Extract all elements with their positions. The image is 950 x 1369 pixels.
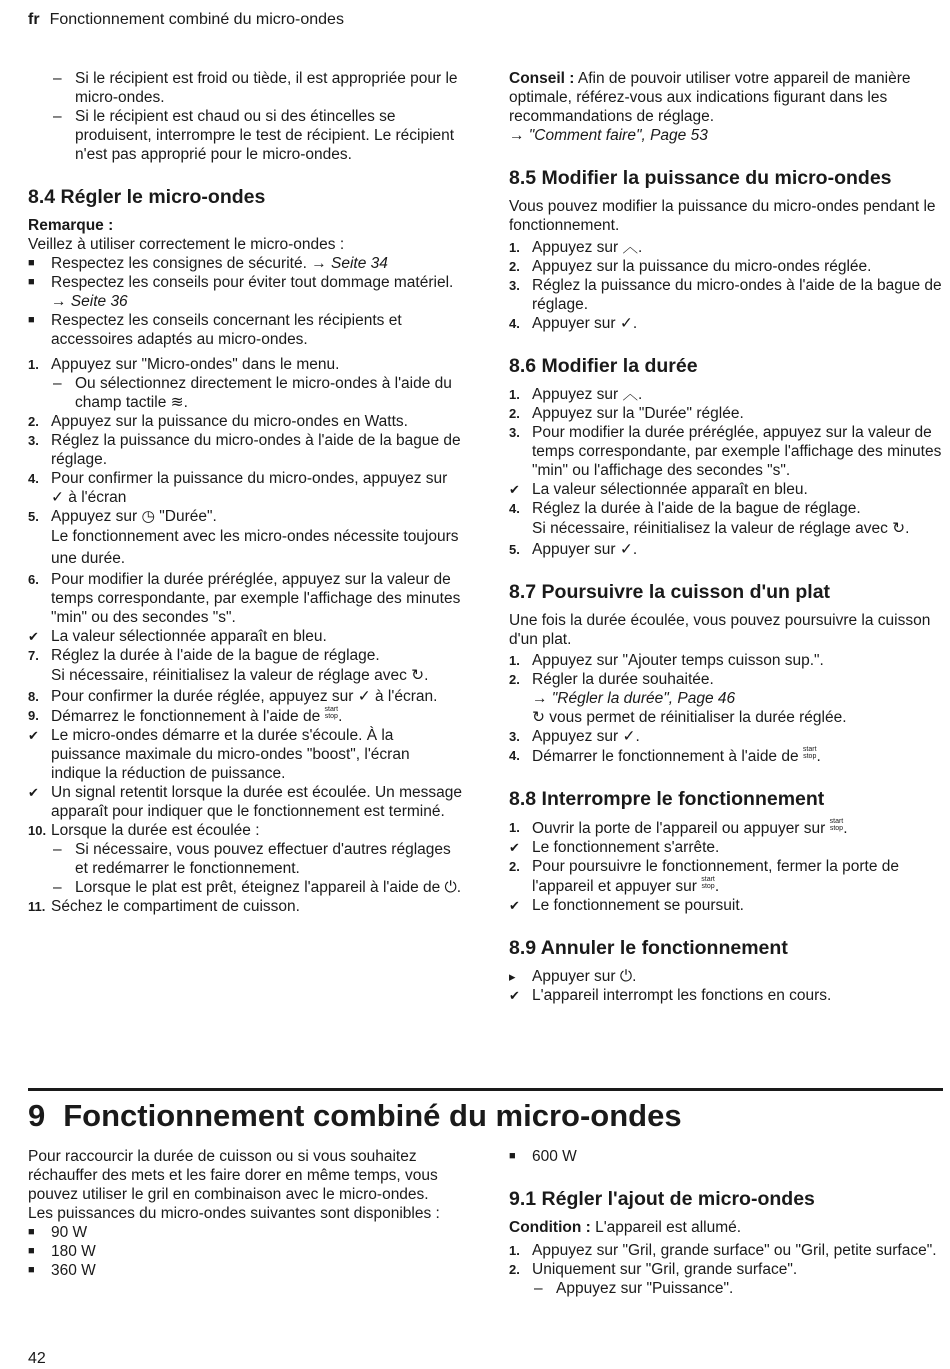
start-stop-icon: start stop [829, 818, 844, 832]
chapter-title-text: Fonctionnement combiné du micro-ondes [63, 1098, 682, 1133]
start-stop-icon: start stop [802, 746, 817, 760]
step-1: 1. Appuyez sur "Micro-ondes" dans le menu. [28, 356, 340, 373]
result-item: ✔ Le fonctionnement se poursuit. [509, 897, 744, 914]
section-title-8-6: 8.6 Modifier la durée [509, 355, 698, 377]
list-item: – Lorsque le plat est prêt, éteignez l'appareil à l'aide de ⏻. [53, 879, 462, 896]
remark-text: Veillez à utiliser correctement le micro-ondes : [28, 236, 345, 253]
step-3: 3. Réglez la puissance du micro-ondes à l'aide de la bague de réglage. [28, 432, 461, 468]
step-9: 9. Démarrez le fonctionnement à l'aide de start stop. [28, 706, 343, 725]
result-item: ✔ Le micro-ondes démarre et la durée s'écoule. À la puissance maximale du micro-ondes "boost", l'écran indique la réduction de puissance. [28, 727, 410, 782]
section-title-8-5: 8.5 Modifier la puissance du micro-ondes [509, 167, 892, 189]
page-header [28, 11, 344, 29]
list-item: – Appuyez sur "Puissance". [534, 1280, 734, 1297]
chapter-intro: Pour raccourcir la durée de cuisson ou si vous souhaitez réchauffer des mets et les faire dorer en même temps, vous pouvez utiliser le gril en combinaison avec le micro-ondes. [28, 1148, 438, 1203]
header-title: Fonctionnement combiné du micro-ondes [49, 11, 344, 28]
step-4: 4. Appuyer sur ✓. [509, 315, 638, 332]
step-1: 1. Ouvrir la porte de l'appareil ou appuyer sur start stop. [509, 818, 848, 837]
section-title-8-8: 8.8 Interrompre le fonctionnement [509, 788, 825, 810]
result-item: ✔ La valeur sélectionnée apparaît en bleu. [509, 481, 808, 498]
step-5: 5. Appuyez sur ◷ "Durée". [28, 508, 217, 525]
powers-intro: Les puissances du micro-ondes suivantes sont disponibles : [28, 1205, 440, 1222]
step-2: 2. Appuyez sur la "Durée" réglée. [509, 405, 744, 422]
list-item: – Si le récipient est froid ou tiède, il est appropriée pour le micro-ondes. [53, 70, 458, 106]
step-1: 1. Appuyez sur ︿. [509, 239, 643, 256]
chapter-right-column [509, 1147, 944, 1298]
action-item: ▸ Appuyer sur ⏻. [509, 968, 637, 985]
section-title-9-1: 9.1 Régler l'ajout de micro-ondes [509, 1188, 815, 1210]
step-2: 2. Uniquement sur "Gril, grande surface". [509, 1261, 798, 1278]
step-7: 7. Réglez la durée à l'aide de la bague de réglage. [28, 647, 380, 664]
language-tag: fr [28, 11, 40, 28]
list-item: ■ 90 W [28, 1224, 88, 1241]
left-column [28, 69, 463, 916]
list-item: ■ 600 W [509, 1148, 577, 1165]
step-4: 4. Démarrer le fonctionnement à l'aide de start stop. [509, 746, 821, 765]
section-intro: Vous pouvez modifier la puissance du micro-ondes pendant le fonctionnement. [509, 198, 936, 234]
step-note: Si nécessaire, réinitialisez la valeur de réglage avec ↻. [532, 520, 910, 537]
remark-label: Remarque : [28, 217, 114, 234]
start-stop-icon: start stop [701, 876, 715, 890]
chapter-divider [28, 1088, 943, 1091]
step-2: 2. Régler la durée souhaitée. [509, 671, 714, 688]
step-3: 3. Pour modifier la durée préréglée, appuyez sur la valeur de temps correspondante, par exemple l'affichage des minutes "min" ou l'affichage des secondes "s". [509, 424, 942, 479]
tip-reference: → "Comment faire", Page 53 [509, 127, 708, 144]
result-item: ✔ La valeur sélectionnée apparaît en bleu. [28, 628, 327, 645]
list-item: ■ Respectez les conseils concernant les récipients et accessoires adaptés au micro-ondes. [28, 312, 402, 348]
step-2: 2. Appuyez sur la puissance du micro-ondes en Watts. [28, 413, 408, 430]
step-4: 4. Réglez la durée à l'aide de la bague de réglage. [509, 500, 861, 517]
list-item: ■ Respectez les consignes de sécurité. → Seite 34 [28, 255, 388, 272]
list-item: ■ 360 W [28, 1262, 96, 1279]
chapter-number: 9 [28, 1098, 46, 1133]
step-6: 6. Pour modifier la durée préréglée, appuyez sur la valeur de temps correspondante, par exemple l'affichage des minutes "min" ou des secondes "s". [28, 571, 461, 626]
step-3: 3. Réglez la puissance du micro-ondes à l'aide de la bague de réglage. [509, 277, 942, 313]
section-title-8-4: 8.4 Régler le micro-ondes [28, 186, 266, 208]
step-11: 11. Séchez le compartiment de cuisson. [28, 898, 300, 915]
list-item: – Ou sélectionnez directement le micro-ondes à l'aide du champ tactile ≋. [53, 375, 452, 411]
step-note: Le fonctionnement avec les micro-ondes nécessite toujours une durée. [51, 528, 459, 567]
step-2: 2. Pour poursuivre le fonctionnement, fermer la porte de l'appareil et appuyer sur start stop. [509, 858, 900, 895]
chapter-title [28, 1096, 682, 1136]
step-3: 3. Appuyez sur ✓. [509, 728, 640, 745]
list-item: ■ Respectez les conseils pour éviter tout dommage matériel. → Seite 36 [28, 274, 454, 310]
list-item: – Si nécessaire, vous pouvez effectuer d'autres réglages et redémarrer le fonctionnement. [53, 841, 451, 877]
list-item: – Si le récipient est chaud ou si des étincelles se produisent, interrompre le test de récipient. Le récipient n'est pas approprié pour le micro-ondes. [53, 108, 455, 163]
tip: Conseil : Afin de pouvoir utiliser votre appareil de manière optimale, référez-vous aux indications figurant dans les recommandations de réglage. [509, 70, 911, 125]
section-title-8-9: 8.9 Annuler le fonctionnement [509, 937, 788, 959]
cross-reference: → "Régler la durée", Page 46 [532, 690, 736, 707]
section-intro: Une fois la durée écoulée, vous pouvez poursuivre la cuisson d'un plat. [509, 612, 931, 648]
step-4: 4. Pour confirmer la puissance du micro-ondes, appuyez sur ✓ à l'écran [28, 470, 448, 506]
result-item: ✔ Un signal retentit lorsque la durée est écoulée. Un message apparaît pour indiquer que le fonctionnement est terminé. [28, 784, 462, 820]
step-note: Si nécessaire, réinitialisez la valeur de réglage avec ↻. [51, 667, 429, 684]
chapter-left-column [28, 1147, 463, 1280]
step-8: 8. Pour confirmer la durée réglée, appuyez sur ✓ à l'écran. [28, 688, 438, 705]
step-2: 2. Appuyez sur la puissance du micro-ondes réglée. [509, 258, 872, 275]
result-item: ✔ Le fonctionnement s'arrête. [509, 839, 720, 856]
start-stop-icon: start stop [324, 706, 339, 720]
step-10: 10. Lorsque la durée est écoulée : [28, 822, 260, 839]
step-1: 1. Appuyez sur "Ajouter temps cuisson sup.". [509, 652, 824, 669]
condition: Condition : L'appareil est allumé. [509, 1219, 742, 1236]
step-1: 1. Appuyez sur "Gril, grande surface" ou "Gril, petite surface". [509, 1242, 937, 1259]
section-title-8-7: 8.7 Poursuivre la cuisson d'un plat [509, 581, 831, 603]
step-note: ↻ vous permet de réinitialiser la durée réglée. [532, 709, 847, 726]
result-item: ✔ L'appareil interrompt les fonctions en cours. [509, 987, 832, 1004]
step-5: 5. Appuyer sur ✓. [509, 541, 638, 558]
step-1: 1. Appuyez sur ︿. [509, 386, 643, 403]
right-column [509, 69, 944, 1005]
list-item: ■ 180 W [28, 1243, 96, 1260]
page-number: 42 [28, 1350, 46, 1367]
